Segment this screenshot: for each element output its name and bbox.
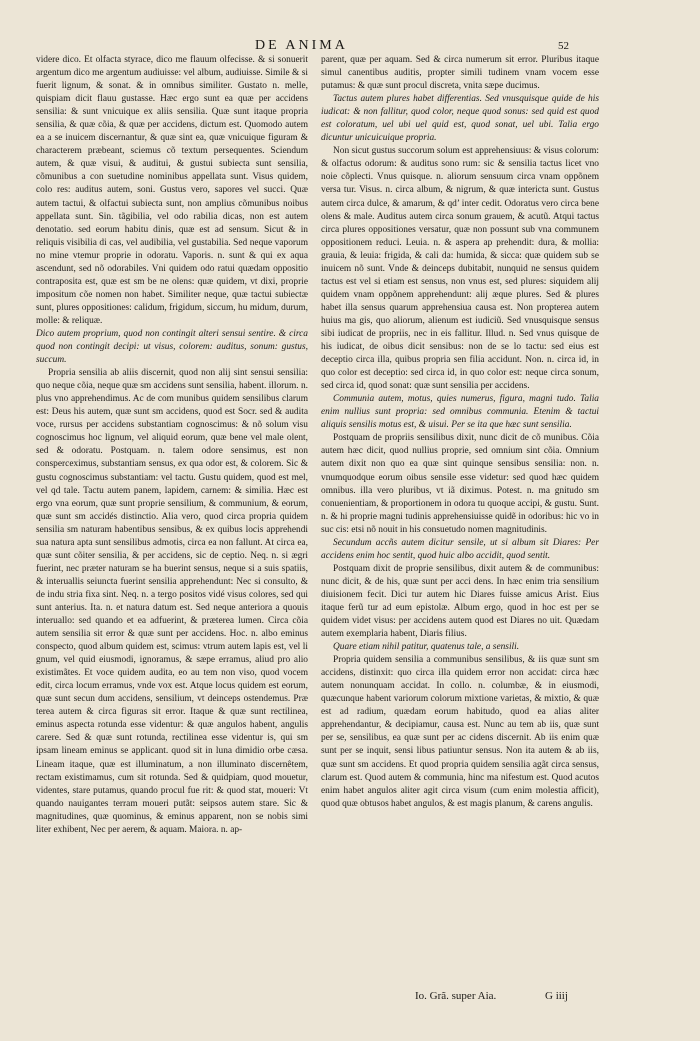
signature-mark: G iiij	[545, 990, 568, 1002]
running-title: DE ANIMA	[255, 38, 348, 53]
lemma-paragraph: Communia autem, motus, quies numerus, figura, magni tudo. Talia enim nullius sunt propria: sed omnibus communia. Etenim & tactui aliquis sensilis motus est, & uisui. Per se ita que hæc sunt sensilia.	[321, 394, 599, 431]
lemma-paragraph: Tactus autem plures habet differentias. Sed vnusquisque quide de his iudicat: & non fallitur, quod color, neque quod sonus: sed quid est quod est coloratum, uel ubi uel quid est, quod sonat, uel ubi. Talia ergo dicuntur unicuicuique propria.	[321, 94, 599, 144]
lemma-paragraph: Dico autem proprium, quod non contingit alteri sensui sentire. & circa quod non contingit decipi: ut visus, colorem: auditus, sonum: gustus, succum.	[36, 328, 308, 366]
lemma-paragraph: Quare etiam nihil patitur, quatenus tale, a sensili.	[333, 642, 520, 653]
page-number: 52	[558, 40, 569, 52]
paragraph: Postquam dixit de proprie sensilibus, dixit autem & de communibus: nunc dicit, & de his, quæ sunt per acci dens. In hæc enim tria sensilium diuisionem fecit. Dici tur autem hic Diares fuisse amicus Arist. Eius itaque ferũ tur ad eum epistolæ. Album ergo, quod in hoc est per se quidem videt visus: per accidens autem quod est Diares no uit. Quædam autem exemplaria habent, Diaris filius.	[321, 563, 599, 640]
paragraph: parent, quæ per aquam. Sed & circa numerum sit error. Pluribus itaque simul canentibus auditis, propter simili tudinem vnam vocem esse putamus: & quæ sunt procul discreta, vnita sæpe ducimus.	[321, 55, 599, 92]
lemma-paragraph: Secundum accñs autem dicitur sensile, ut si album sit Diares: Per accidens enim hoc sentit, quod huic albo accidit, quod sentit.	[321, 537, 599, 561]
right-column	[321, 54, 599, 811]
paragraph: videre dico. Et olfacta styrace, dico me flauum olfecisse. & si sonuerit argentum dico me argentum audiuisse: vel album, audiuisse. Simile & si fuerit lignum, & sonat. & in omnibus similiter. Gustato n. melle, quispiam dicit flauu gustasse. Hæc ergo sunt ea quæ per accidens sensilia: & sunt vnicuique ex aliis sensilia. Quæ sunt itaque propria sensilia, & quæ cõia, & quæ per accidens, dictum est. Quomodo autem ea a se inuicem discernantur, & quæ sint ea, quæ vnicuique figuram & characterem præbeant, sciemus cõ textum persequentes. Sciendum autem, & quæ visui, & auditui, & gustui subiecta sunt sensilia, cõmunibus a con suetudine nominibus appellata sunt. Visus quidem, colo res: auditus autem, soni. Gustus vero, sapores vel succi. Quæ autem tactui, & olfactui subiecta sunt, non amplius cõmunibus noibus appellata sunt. Sin. tãgibilia, vel odo rabilia dicas, non est autem denotatio. sed eorum habitu dinis, quæ est ad sensum. Sicut & in reliquis visibilia di cas, vel audibilia, vel gustabilia. Sed neque vaporum no mine vtemur proprie in odoratu. Vaporis. n. sunt & qui ex aqua ascendunt, sed nõ odorabiles. Vni quidem odo ratui quædam oppositio contraposita est, quæ est sm be ne olens: quæ quidem, vt dixi, proprie impositum cõe nomen non habet. Similiter neque, quæ tactui subiectæ sunt, plures oppositiones: calidum, frigidum, siccum, hu midum, durum, molle: & reliquæ.	[36, 55, 308, 326]
catchword: Io. Grã. super Aia.	[415, 990, 497, 1002]
paragraph: Postquam de propriis sensilibus dixit, nunc dicit de cõ munibus. Cõia autem hæc dicit, quod nullius proprie, sed omnium sint cõia. Omnium autem dixit non quo ea quæ sint quinque sensibus sensilia: non. n. vnumquodque eorum oibus sensile esse videtur: sed quod hæc quidem omnibus. illa vero pluribus, vt iã diximus. Potest. n. ma gnitudo sm conuenientiam, & proportionem in odora tu quoque accipi, & gustu. Sunt. n. & hi proprie magni tudinis apprehensiuisse quidẽ in odoribus: hic vo in suc cis: etsi nõ nouit in his consuetudo nomen magnitudinis.	[321, 433, 599, 535]
paragraph: Propria quidem sensilia a communibus sensilibus, & iis quæ sunt sm accidens, distinxit: quo circa illa quidem error non accidat: circa hæc autem nonunquam accidat. In collo. n. columbæ, & in eiusmodi, quæcunque habent variorum colorum mixtione varietas, & mixtio, & quæ est ad radium, quædam eorum habitudo, quod ea alias aliter apprehendantur, & decipiamur, causa est. Nunc au tem ab iis, quæ sunt per se, sensilibus, ea quæ sunt per ac cidens discernit. Ab iis enim quæ sunt per se inquit, sensi libus patiuntur sensus. Non ita autem & ab iis, quæ sunt sm accidens. Et quod propria quidem sensilia agãt circa sensus, clarum est. Quod autem & communia, hinc ma nifestum est. Quod acutos enim habet angulos aliter agit circa visum (cum enim molestia afficit), quod quæ obtusos habet angulos, & est magis planum, & carens angulis.	[321, 655, 599, 809]
paragraph: Non sicut gustus succorum solum est apprehensiuus: & visus colorum: & olfactus odorum: & auditus sono rum: sic & sensilia tactus licet vno noie cõplecti. Vnus quisque. n. aliorum sensuum circa vnam oppõnem versa tur. Visus. n. circa album, & nigrum, & quæ intericta sunt. Gustus autem circa dulce, & amarum, & qd’ inter cedit. Odoratus vero circa bene olens & male. Auditus autem circa sonum grauem, & acutũ. Atqui tactus circa plures oppositiones versatur, quæ non possunt sub vna communem oppositionem reduci. Leuia. n. & aspera ap prehendit: dura, & mollia: grauia, & leuia: frigida, & cali da: humida, & sicca: quæ quidem sub se inuicem nõ sunt. Vnde & deinceps dubitabit, nunquid ne sensus quidem tactus est vel si etiam est sensus, non vnus est, sed plures: siquidem alij quidem vnam oppõnem apprehendunt: alij æque plures. Sed & plures habet illa sensus quarum apprehensiua causa est. Non propterea autem huius ma gis, quo aliorum, alienum est iudiciũ. Sed vnusquisque sensus sibi iudicat de propriis, nec in eis fallitur. Illud. n. Sed vnus quisque de his iudicat, de oibus dicit sensibus: non de se lo tactu: sed eius est deceptio circa illa, quibus propria sen filia accidunt. Non. n. circa id, in quo color est deceptio: sed circa id, in quo color est: neque circa sonum, sed circa id, quod sonat: quæ sunt sensilia per accidens.	[321, 146, 599, 392]
paragraph: Propria sensilia ab aliis discernit, quod non alij sint sensui sensilia: quo neque cõia, neque quæ sm accidens sunt sensilia, habent. illorum. n. plus vno apprehendimus. Ac de com munibus quidem sensilibus clarum est: Deus his autem, quæ sunt sm accidens, quod est Socr. sed & audita voce, rursus per accidens substantiam cognoscimus: & nõ solum visu cognoscimus hoc lignum, vel aliquid eorum, quæ bene vel male olent, sed & odoratu. Postquam. n. talem odore sensimus, est non consperceximus, substantiam sensus, ex qua odor est, & colorem. Sic & gustu cognoscimus substantiam: vel tactu. Gustu quidem, quod est mel, vel qd tale. Tactu autem panem, lapidem, carnem: & similia. Hæc est ergo vna eorum, quæ sunt proprie sensilium, & communium, & eorum, quæ sunt sm accidés distinctio. Alia vero, quod circa propria quidem sensilia sm naturam habentibus sensibus, & ex quibus locis apprehendi sua natura apta sunt sensilibus admotis, circa ea non fallunt. At circa ea, quæ sunt cõiter sensilia, & per accidens, sic de ceptio. Neq. n. si ægri fuerint, nec præter naturam se ha buerint sensus, neque si a suis spatiis, & interuallis seiuncta fuerint sensilia apprehendunt: Nec si consulto, & de indu stria fixa sint. Neq. n. a tergo positos vidé visus colores, sed qui sunt anterius. Ita. n. et natura datum est. Sed neque anteriora a quouis interuallo: sed quando et ea adfuerint, & præterea lumen. Circa cõia autem sensilia sit error & quæ sunt per accidens. Hoc. n. albo eminus conspecto, quod album quidem est, scimus: vtrum autem lapis est, vel li gnum, vel quid eiusmodi, ignoramus, & sæpe erramus, aliud pro alio existimãtes. Et voce quidem audita, eo au tem non viso, quod vocem edit, circa locum erramus, vnde vox est. Atque locus quidem est eorum, quæ sunt secun dum accidens, sensilium, vt deinceps ostendemus. Præ terea autem & circa figuras sit error. Itaque & quæ sunt rectilinea, eminus aspecta rotunda esse videntur: & quæ angulos habent, angulis carere. Sed & quæ sunt rotunda, rectilinea esse videntur is, qui sm ipsam lineam eminus se applicant. quod sit in luna dimidio orbe cæsa. Lineam itaque, quæ est illuminatum, a non illuminato discernêtem, rectam existimamus, cum sit rotunda. Sed & quidpiam, quod mouetur, videntes, stare putamus, quando procul fue rit: & quod stat, moueri: Vt quando nauigantes terram moueri putãt: seipsos autem stare. Sic & magnitudines, quæ quominus, & eminus apparent, non se nobis simi liter exhibent, Nec per aerem, & aquam. Maiora. n. ap-	[36, 368, 308, 835]
left-column	[36, 54, 308, 837]
